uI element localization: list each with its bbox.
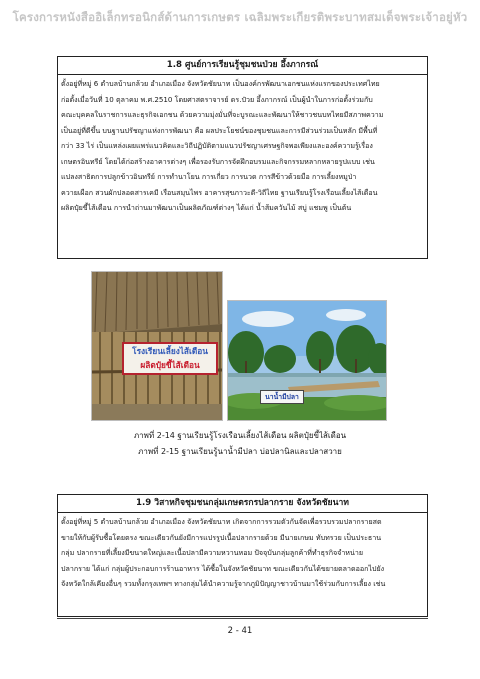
section-heading: 1.9 วิสาหกิจชุมชนกลุ่มเกษตรกรปลากราย จังหวัดชัยนาท xyxy=(58,495,427,513)
section-body xyxy=(58,75,427,218)
body-line: กว่า 33 ไร่ เป็นแหล่งเผยแพร่แนวคิดและวิถีปฏิบัติตามแนวปรัชญาเศรษฐกิจพอเพียงและองค์ความรู้เรื่อง xyxy=(61,141,373,150)
body-line: แปลงสาธิตการปลูกข้าวอินทรีย์ การทำนาโยน การเกี่ยว การนวด การสีข้าวด้วยมือ การเลี้ยงหมูป่า xyxy=(61,172,357,181)
body-line: ตั้งอยู่ที่หมู่ 5 ตำบลบ้านกล้วย อำเภอเมือง จังหวัดชัยนาท เกิดจากการรวมตัวกันจัดเพื่อรวบรวมปลากรายสด xyxy=(61,517,382,526)
body-line: ปลากราย ได้แก่ กลุ่มผู้ประกอบการร้านอาหาร ได้ซื้อในจังหวัดชัยนาท ขณะเดียวกันได้ขยายตลาดออกไปยัง xyxy=(61,563,385,573)
sign-line-2: ผลิตปุ๋ยขี้ไส้เดือน xyxy=(140,360,200,370)
running-header: โครงการหนังสืออิเล็กทรอนิกส์ด้านการเกษตร เฉลิมพระเกียรติพระบาทสมเด็จพระเจ้าอยู่หัว xyxy=(12,10,468,24)
page-number: 2 - 41 xyxy=(227,626,253,636)
earthworm-house-photo xyxy=(91,271,223,421)
section-body xyxy=(58,513,427,594)
body-line: ก่อตั้งเมื่อวันที่ 10 ตุลาคม พ.ศ.2510 โดยศาสตราจารย์ ดร.ป๋วย อึ้งภากรณ์ เป็นผู้นำในการก่อตั้งร่วมกับ xyxy=(61,94,373,104)
figure-caption-2-15: ภาพที่ 2-15 ฐานเรียนรู้นาน้ำมีปลา บ่อปลานิลและปลาสวาย xyxy=(138,447,342,456)
sign-line-1: โรงเรียนเลี้ยงไส้เดือน xyxy=(132,346,208,356)
body-line: เป็นอยู่ที่ดีขึ้น บนฐานปรัชญาแห่งการพัฒนา คือ ผลประโยชน์ของชุมชนและการมีส่วนร่วมเป็นหลัก มีพื้นที่ xyxy=(61,125,378,135)
body-line: ตั้งอยู่ที่หมู่ 6 ตำบลบ้านกล้วย อำเภอเมือง จังหวัดชัยนาท เป็นองค์กรพัฒนาเอกชนแห่งแรกของประเทศไทย xyxy=(61,79,380,88)
body-line: จังหวัดใกล้เคียงอื่นๆ รวมทั้งกรุงเทพฯ ทางกลุ่มได้นำความรู้จากภูมิปัญญาชาวบ้านมาใช้ร่วมกับการเลี้ยง เช่น xyxy=(61,579,386,588)
section-1-8-box xyxy=(57,56,428,259)
body-line: คณะบุคคลในราชการและธุรกิจเอกชน ด้วยความมุ่งมั่นที่จะบูรณะและพัฒนาให้ชาวชนบทไทยมีสภาพความ xyxy=(61,110,384,119)
pond-sign: นาน้ำมีปลา xyxy=(260,390,304,404)
section-1-9-box xyxy=(57,494,428,617)
body-line: ควายเผือก สวนผักปลอดสารเคมี เรือนสมุนไพร อาคารสุขภาวะดี-วิถีไทย ฐานเรียนรู้โรงเรือนเลี้ยงไส้เดือน xyxy=(61,187,378,197)
section-heading: 1.8 ศูนย์การเรียนรู้ชุมชนป่วย อึ้งภากรณ์ xyxy=(58,57,427,75)
body-line: เกษตรอินทรีย์ โดยได้ก่อสร้างอาคารต่างๆ เพื่อรองรับการจัดฝึกอบรมและกิจกรรมหลากหลายรูปแบบ เช่น xyxy=(61,156,375,166)
sign-board xyxy=(122,342,218,375)
figure-caption-2-14: ภาพที่ 2-14 ฐานเรียนรู้โรงเรือนเลี้ยงไส้เดือน ผลิตปุ๋ยขี้ไส้เดือน xyxy=(133,431,347,440)
footer-divider xyxy=(57,618,428,619)
body-line: กลุ่ม ปลากรายที่เลี้ยงมีขนาดใหญ่และเนื้อปลามีความหวานหอม ปัจจุบันกลุ่มลูกค้าที่ทำธุรกิจจำหน่าย xyxy=(61,548,363,557)
body-line: ผลิตปุ๋ยขี้ไส้เดือน การนำถ่านมาพัฒนาเป็นผลิตภัณฑ์ต่างๆ ได้แก่ น้ำส้มควันไม้ สบู่ แชมพู เป็นต้น xyxy=(61,203,352,212)
body-line: ขายให้กับผู้รับซื้อโดยตรง ขณะเดียวกันยังมีการแปรรูปเนื้อปลากรายด้วย มีนายเกษม ทับทรวย เป็นประธาน xyxy=(61,532,382,542)
fish-pond-photo xyxy=(227,300,387,421)
